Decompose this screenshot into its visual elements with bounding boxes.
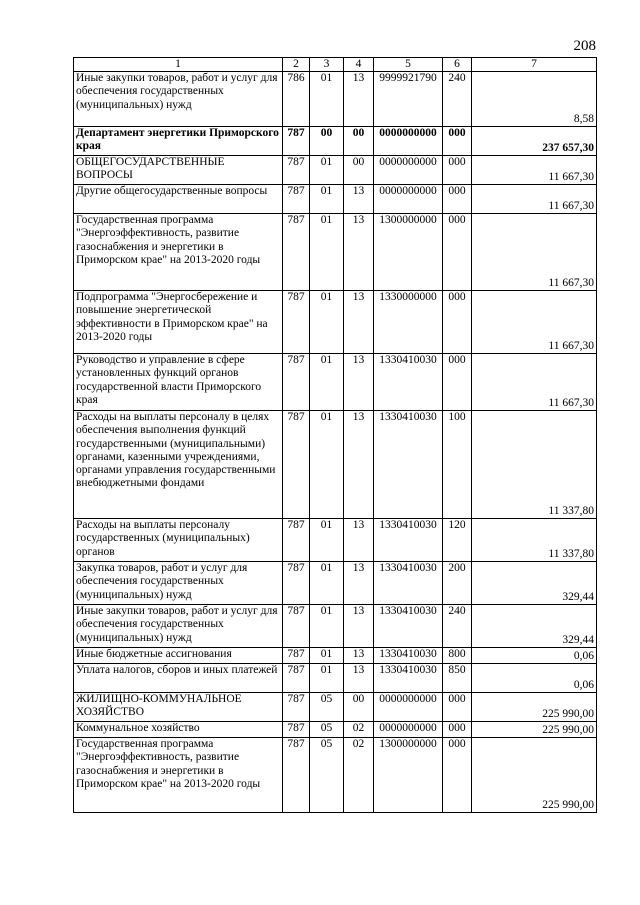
code-cell: 01 — [310, 605, 344, 648]
code-cell: 120 — [443, 519, 472, 562]
row-name: Руководство и управление в сфере установленных функций органов государственной власти Приморского края — [74, 354, 283, 411]
code-cell: 1330410030 — [374, 562, 443, 605]
code-cell: 240 — [443, 605, 472, 648]
header-cell: 7 — [472, 58, 597, 72]
table-row — [74, 291, 597, 354]
code-cell: 100 — [443, 411, 472, 519]
row-name: Иные закупки товаров, работ и услуг для обеспечения государственных (муниципальных) нужд — [74, 605, 283, 648]
code-cell: 787 — [283, 291, 310, 354]
code-cell: 787 — [283, 156, 310, 185]
code-cell: 787 — [283, 127, 310, 156]
code-cell: 787 — [283, 693, 310, 722]
code-cell: 0000000000 — [374, 722, 443, 738]
table-header-row — [74, 58, 597, 72]
row-name: Государственная программа "Энергоэффективность, развитие газоснабжения и энергетики в Приморском крае" на 2013-2020 годы — [74, 738, 283, 813]
amount-cell: 329,44 — [472, 562, 597, 605]
amount-cell: 11 667,30 — [472, 354, 597, 411]
amount-cell: 11 667,30 — [472, 291, 597, 354]
code-cell: 1330410030 — [374, 354, 443, 411]
table-row — [74, 562, 597, 605]
row-name: Закупка товаров, работ и услуг для обеспечения государственных (муниципальных) нужд — [74, 562, 283, 605]
code-cell: 240 — [443, 72, 472, 127]
row-name: Иные закупки товаров, работ и услуг для обеспечения государственных (муниципальных) нужд — [74, 72, 283, 127]
row-name: Государственная программа "Энергоэффективность, развитие газоснабжения и энергетики в Приморском крае" на 2013-2020 годы — [74, 214, 283, 291]
budget-table — [73, 57, 597, 813]
code-cell: 02 — [344, 722, 374, 738]
amount-cell: 237 657,30 — [472, 127, 597, 156]
amount-cell: 11 337,80 — [472, 411, 597, 519]
code-cell: 000 — [443, 185, 472, 214]
code-cell: 200 — [443, 562, 472, 605]
code-cell: 1330410030 — [374, 664, 443, 693]
header-cell: 6 — [443, 58, 472, 72]
code-cell: 01 — [310, 72, 344, 127]
header-cell: 5 — [374, 58, 443, 72]
code-cell: 000 — [443, 354, 472, 411]
code-cell: 787 — [283, 354, 310, 411]
table-row — [74, 156, 597, 185]
code-cell: 1300000000 — [374, 214, 443, 291]
code-cell: 01 — [310, 214, 344, 291]
code-cell: 0000000000 — [374, 156, 443, 185]
row-name: Подпрограмма "Энергосбережение и повышение энергетической эффективности в Приморском крае" на 2013-2020 годы — [74, 291, 283, 354]
code-cell: 13 — [344, 72, 374, 127]
code-cell: 01 — [310, 648, 344, 664]
code-cell: 05 — [310, 722, 344, 738]
code-cell: 13 — [344, 411, 374, 519]
code-cell: 01 — [310, 354, 344, 411]
code-cell: 787 — [283, 738, 310, 813]
code-cell: 1330410030 — [374, 519, 443, 562]
table-row — [74, 648, 597, 664]
code-cell: 13 — [344, 354, 374, 411]
table-row — [74, 693, 597, 722]
code-cell: 0000000000 — [374, 127, 443, 156]
code-cell: 00 — [310, 127, 344, 156]
row-name: Департамент энергетики Приморского края — [74, 127, 283, 156]
code-cell: 0000000000 — [374, 185, 443, 214]
row-name: Расходы на выплаты персоналу в целях обеспечения выполнения функций государственными (муниципальными) органами, казенными учреждениями, органами управления государственными внебюджетными фондами — [74, 411, 283, 519]
code-cell: 01 — [310, 291, 344, 354]
table-row — [74, 519, 597, 562]
table-body — [74, 58, 597, 813]
code-cell: 000 — [443, 738, 472, 813]
code-cell: 05 — [310, 693, 344, 722]
amount-cell: 8,58 — [472, 72, 597, 127]
amount-cell: 11 667,30 — [472, 214, 597, 291]
code-cell: 1300000000 — [374, 738, 443, 813]
code-cell: 000 — [443, 291, 472, 354]
code-cell: 787 — [283, 519, 310, 562]
amount-cell: 225 990,00 — [472, 693, 597, 722]
table-row — [74, 722, 597, 738]
code-cell: 1330410030 — [374, 411, 443, 519]
code-cell: 02 — [344, 738, 374, 813]
code-cell: 787 — [283, 562, 310, 605]
code-cell: 13 — [344, 605, 374, 648]
code-cell: 1330000000 — [374, 291, 443, 354]
code-cell: 01 — [310, 156, 344, 185]
code-cell: 1330410030 — [374, 648, 443, 664]
page-number: 208 — [573, 38, 596, 54]
code-cell: 13 — [344, 291, 374, 354]
code-cell: 000 — [443, 156, 472, 185]
code-cell: 01 — [310, 185, 344, 214]
code-cell: 787 — [283, 605, 310, 648]
code-cell: 787 — [283, 185, 310, 214]
code-cell: 850 — [443, 664, 472, 693]
code-cell: 01 — [310, 664, 344, 693]
code-cell: 01 — [310, 519, 344, 562]
code-cell: 000 — [443, 722, 472, 738]
code-cell: 000 — [443, 693, 472, 722]
amount-cell: 225 990,00 — [472, 722, 597, 738]
code-cell: 787 — [283, 648, 310, 664]
code-cell: 13 — [344, 562, 374, 605]
table-row — [74, 185, 597, 214]
header-cell: 3 — [310, 58, 344, 72]
code-cell: 787 — [283, 411, 310, 519]
amount-cell: 225 990,00 — [472, 738, 597, 813]
code-cell: 787 — [283, 722, 310, 738]
row-name: ЖИЛИЩНО-КОММУНАЛЬНОЕ ХОЗЯЙСТВО — [74, 693, 283, 722]
table-row — [74, 738, 597, 813]
table-row — [74, 411, 597, 519]
code-cell: 13 — [344, 648, 374, 664]
row-name: Расходы на выплаты персоналу государственных (муниципальных) органов — [74, 519, 283, 562]
amount-cell: 11 667,30 — [472, 185, 597, 214]
code-cell: 00 — [344, 127, 374, 156]
row-name: ОБЩЕГОСУДАРСТВЕННЫЕ ВОПРОСЫ — [74, 156, 283, 185]
code-cell: 787 — [283, 214, 310, 291]
code-cell: 13 — [344, 664, 374, 693]
code-cell: 0000000000 — [374, 693, 443, 722]
amount-cell: 0,06 — [472, 648, 597, 664]
code-cell: 01 — [310, 411, 344, 519]
row-name: Другие общегосударственные вопросы — [74, 185, 283, 214]
table-row — [74, 354, 597, 411]
code-cell: 000 — [443, 214, 472, 291]
header-cell: 2 — [283, 58, 310, 72]
code-cell: 05 — [310, 738, 344, 813]
code-cell: 00 — [344, 693, 374, 722]
table-row — [74, 72, 597, 127]
code-cell: 000 — [443, 127, 472, 156]
code-cell: 00 — [344, 156, 374, 185]
code-cell: 786 — [283, 72, 310, 127]
table-row — [74, 605, 597, 648]
row-name: Коммунальное хозяйство — [74, 722, 283, 738]
amount-cell: 0,06 — [472, 664, 597, 693]
amount-cell: 329,44 — [472, 605, 597, 648]
code-cell: 13 — [344, 519, 374, 562]
table-row — [74, 664, 597, 693]
code-cell: 787 — [283, 664, 310, 693]
code-cell: 13 — [344, 185, 374, 214]
amount-cell: 11 337,80 — [472, 519, 597, 562]
code-cell: 01 — [310, 562, 344, 605]
code-cell: 1330410030 — [374, 605, 443, 648]
code-cell: 9999921790 — [374, 72, 443, 127]
header-cell: 1 — [74, 58, 283, 72]
code-cell: 800 — [443, 648, 472, 664]
amount-cell: 11 667,30 — [472, 156, 597, 185]
header-cell: 4 — [344, 58, 374, 72]
table-row — [74, 214, 597, 291]
row-name: Уплата налогов, сборов и иных платежей — [74, 664, 283, 693]
table-row — [74, 127, 597, 156]
code-cell: 13 — [344, 214, 374, 291]
row-name: Иные бюджетные ассигнования — [74, 648, 283, 664]
